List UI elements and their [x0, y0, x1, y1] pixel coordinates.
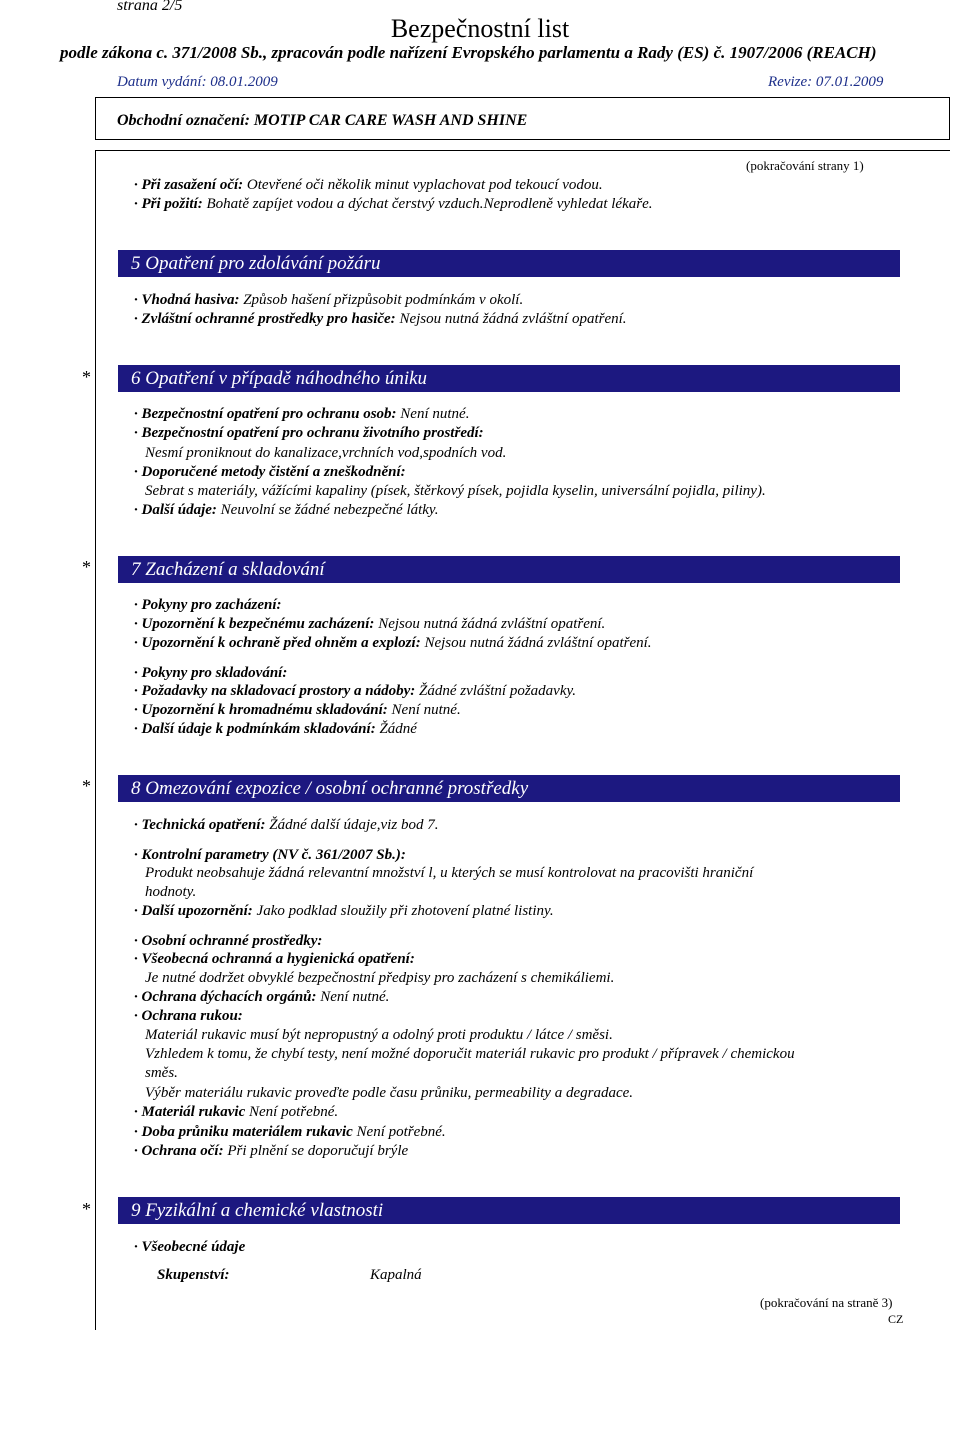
sec6-line-2-text: Nesmí proniknout do kanalizace,vrchních vod,spodních vod.: [145, 445, 507, 461]
change-marker: *: [82, 557, 91, 577]
sec8-line-5: · Všeobecná ochranná a hygienická opatření:: [134, 951, 415, 967]
document-subtitle: podle zákona c. 371/2008 Sb., zpracován podle nařízení Evropského parlamentu a Rady (ES) č. 1907/2006 (REACH): [60, 43, 877, 62]
sec5-line-2: · Zvláštní ochranné prostředky pro hasiče: Nejsou nutná žádná zvláštní opatření.: [134, 311, 627, 327]
sec8-line-1: · Technická opatření: Žádné další údaje,viz bod 7.: [134, 817, 439, 833]
sec8-line-5-text: Je nutné dodržet obvyklé bezpečnostní předpisy pro zacházení s chemikáliemi.: [145, 970, 615, 986]
language-code: CZ: [888, 1312, 904, 1326]
sec8-line-7-text-2: Vzhledem k tomu, že chybí testy, není možné doporučit materiál rukavic pro produkt / přípravek / chemickou: [145, 1046, 795, 1062]
sec7-line-2: · Upozornění k bezpečnému zacházení: Nejsou nutná žádná zvláštní opatření.: [134, 616, 606, 632]
state-label: Skupenství:: [157, 1267, 230, 1283]
section-6-heading: 6 Opatření v případě náhodného úniku: [118, 365, 900, 392]
sec8-line-4: · Osobní ochranné prostředky:: [134, 933, 323, 949]
sec8-line-2-text-1: Produkt neobsahuje žádná relevantní množství l, u kterých se musí kontrolovat na pracovišti hraniční: [145, 865, 754, 881]
state-value: Kapalná: [370, 1267, 422, 1283]
change-marker: *: [82, 1199, 91, 1219]
sec8-line-7-text-4: Výběr materiálu rukavic proveďte podle času průniku, permeability a degradace.: [145, 1085, 634, 1101]
sec6-line-2: · Bezpečnostní opatření pro ochranu životního prostředí:: [134, 425, 484, 441]
change-marker: *: [82, 776, 91, 796]
sec7-line-7: · Další údaje k podmínkám skladování: Žádné: [134, 721, 417, 737]
continued-to: (pokračování na straně 3): [760, 1295, 893, 1310]
sec6-line-3: · Doporučené metody čistění a zneškodnění:: [134, 464, 406, 480]
page-number: strana 2/5: [117, 0, 183, 14]
change-marker: *: [82, 367, 91, 387]
sec6-line-3-text: Sebrat s materiály, vážícími kapaliny (písek, štěrkový písek, pojidla kyselin, universální pojidla, piliny).: [145, 483, 766, 499]
sec6-line-4: · Další údaje: Neuvolní se žádné nebezpečné látky.: [134, 502, 439, 518]
continued-from: (pokračování strany 1): [746, 158, 864, 173]
sec5-line-1: · Vhodná hasiva: Způsob hašení přizpůsobit podmínkám v okolí.: [134, 292, 524, 308]
first-aid-eyes: · Při zasažení očí: Otevřené oči několik minut vyplachovat pod tekoucí vodou.: [134, 177, 603, 193]
section-9-heading: 9 Fyzikální a chemické vlastnosti: [118, 1197, 900, 1224]
sec8-line-7: · Ochrana rukou:: [134, 1008, 243, 1024]
section-5-heading: 5 Opatření pro zdolávání požáru: [118, 250, 900, 277]
sec7-line-5: · Požadavky na skladovací prostory a nádoby: Žádné zvláštní požadavky.: [134, 683, 577, 699]
sec7-line-4: · Pokyny pro skladování:: [134, 665, 288, 681]
issue-date: Datum vydání: 08.01.2009: [117, 74, 278, 90]
sec7-line-3: · Upozornění k ochraně před ohněm a explozí: Nejsou nutná žádná zvláštní opatření.: [134, 635, 652, 651]
sec6-line-1: · Bezpečnostní opatření pro ochranu osob: Není nutné.: [134, 406, 470, 422]
sec7-line-1: · Pokyny pro zacházení:: [134, 597, 282, 613]
sec8-line-7-text-3: směs.: [145, 1065, 178, 1081]
document-title: Bezpečnostní list: [390, 14, 570, 43]
sec9-line-1: · Všeobecné údaje: [134, 1239, 246, 1255]
sec8-line-9: · Doba průniku materiálem rukavic Není potřebné.: [134, 1124, 446, 1140]
trade-name: Obchodní označení: MOTIP CAR CARE WASH AND SHINE: [117, 112, 528, 129]
sec8-line-6: · Ochrana dýchacích orgánů: Není nutné.: [134, 989, 390, 1005]
first-aid-ingestion: · Při požití: Bohatě zapíjet vodou a dýchat čerstvý vzduch.Neprodleně vyhledat lékaře.: [134, 196, 653, 212]
revision-date: Revize: 07.01.2009: [768, 74, 884, 90]
sec7-line-6: · Upozornění k hromadnému skladování: Není nutné.: [134, 702, 461, 718]
section-8-heading: 8 Omezování expozice / osobní ochranné prostředky: [118, 775, 900, 802]
sec8-line-8: · Materiál rukavic Není potřebné.: [134, 1104, 339, 1120]
sec8-line-3: · Další upozornění: Jako podklad sloužily při zhotovení platné listiny.: [134, 903, 554, 919]
section-7-heading: 7 Zacházení a skladování: [118, 556, 900, 583]
sec8-line-10: · Ochrana očí: Při plnění se doporučují brýle: [134, 1143, 409, 1159]
sec8-line-2-text-2: hodnoty.: [145, 884, 197, 900]
sec8-line-7-text-1: Materiál rukavic musí být nepropustný a odolný proti produktu / látce / směsi.: [145, 1027, 613, 1043]
sec8-line-2: · Kontrolní parametry (NV č. 361/2007 Sb.):: [134, 847, 406, 863]
